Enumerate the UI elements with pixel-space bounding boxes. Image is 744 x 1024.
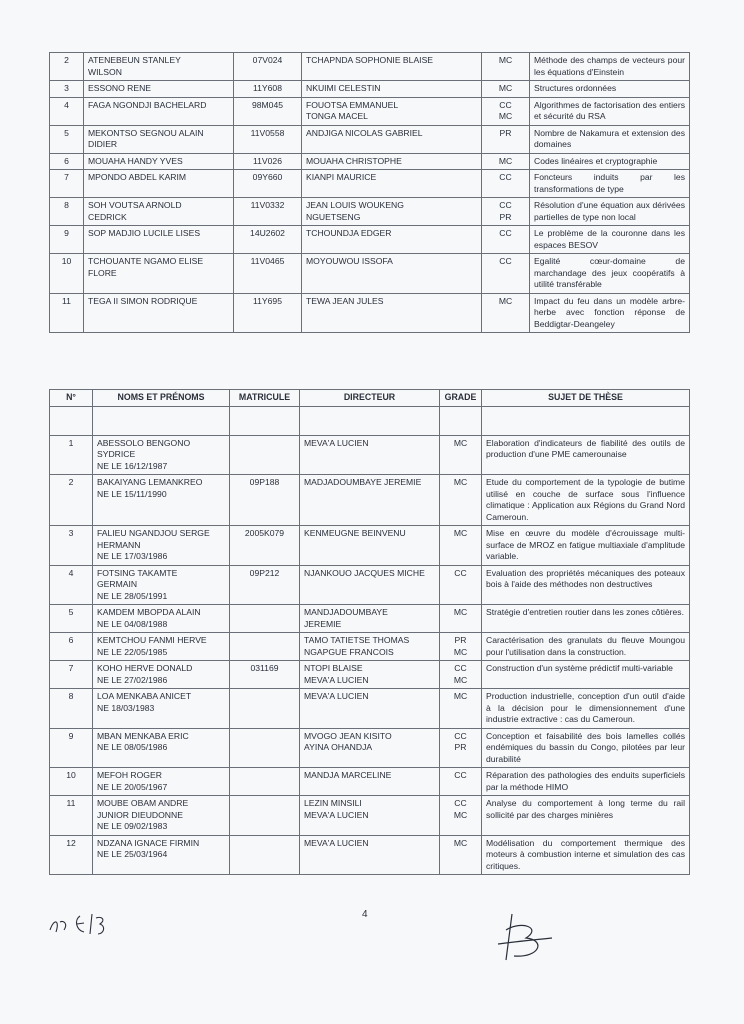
table-2-header-row <box>50 390 690 407</box>
cell-sujet: Construction d'un système prédictif multi-variable <box>482 661 690 689</box>
cell-matricule <box>230 605 300 633</box>
cell-n: 9 <box>50 226 84 254</box>
spacer-cell <box>300 406 440 435</box>
cell-sujet: Analyse du comportement à long terme du rail sollicité par des charges minières <box>482 796 690 836</box>
cell-matricule <box>230 768 300 796</box>
page-number: 4 <box>362 909 368 920</box>
cell-name: KAMDEM MBOPDA ALAIN NE LE 04/08/1988 <box>93 605 230 633</box>
cell-grade: MC <box>482 81 530 98</box>
cell-matricule: 09Y660 <box>234 170 302 198</box>
spacer-cell <box>50 406 93 435</box>
cell-matricule <box>230 633 300 661</box>
cell-matricule: 09P188 <box>230 475 300 526</box>
cell-directeur: NJANKOUO JACQUES MICHE <box>300 565 440 605</box>
cell-matricule: 2005K079 <box>230 526 300 566</box>
cell-grade: MC <box>440 689 482 729</box>
header-directeur: DIRECTEUR <box>300 390 440 407</box>
cell-directeur: TCHAPNDA SOPHONIE BLAISE <box>302 53 482 81</box>
cell-name: ATENEBEUN STANLEY WILSON <box>84 53 234 81</box>
cell-grade: CC <box>482 226 530 254</box>
cell-name: SOH VOUTSA ARNOLD CEDRICK <box>84 198 234 226</box>
cell-matricule: 11V0465 <box>234 254 302 294</box>
cell-sujet: Impact du feu dans un modèle arbre-herbe avec fonction réponse de Beddigtar-Deangeley <box>530 293 690 333</box>
cell-n: 4 <box>50 565 93 605</box>
cell-n: 2 <box>50 475 93 526</box>
cell-directeur: TEWA JEAN JULES <box>302 293 482 333</box>
cell-grade: CC <box>482 254 530 294</box>
spacer-cell <box>93 406 230 435</box>
cell-directeur: KIANPI MAURICE <box>302 170 482 198</box>
cell-name: LOA MENKABA ANICET NE 18/03/1983 <box>93 689 230 729</box>
handwritten-initials <box>46 908 136 938</box>
cell-name: KOHO HERVE DONALD NE LE 27/02/1986 <box>93 661 230 689</box>
cell-matricule <box>230 796 300 836</box>
cell-grade: CC PR <box>482 198 530 226</box>
cell-sujet: Foncteurs induits par les transformations de type <box>530 170 690 198</box>
table-row <box>50 526 690 566</box>
table-row <box>50 254 690 294</box>
cell-directeur: MOYOUWOU ISSOFA <box>302 254 482 294</box>
cell-n: 3 <box>50 526 93 566</box>
cell-name: MOUAHA HANDY YVES <box>84 153 234 170</box>
cell-grade: MC <box>482 53 530 81</box>
table-row <box>50 198 690 226</box>
cell-grade: CC MC <box>482 97 530 125</box>
cell-directeur: ANDJIGA NICOLAS GABRIEL <box>302 125 482 153</box>
cell-n: 9 <box>50 728 93 768</box>
cell-name: MBAN MENKABA ERIC NE LE 08/05/1986 <box>93 728 230 768</box>
header-matricule: MATRICULE <box>230 390 300 407</box>
cell-n: 6 <box>50 153 84 170</box>
cell-name: FOTSING TAKAMTE GERMAIN NE LE 28/05/1991 <box>93 565 230 605</box>
table-row <box>50 835 690 875</box>
cell-matricule: 11V026 <box>234 153 302 170</box>
cell-directeur: NKUIMI CELESTIN <box>302 81 482 98</box>
cell-matricule: 07V024 <box>234 53 302 81</box>
cell-grade: CC <box>482 170 530 198</box>
cell-sujet: Modélisation du comportement thermique des moteurs à combustion interne et simulation des cas critiques. <box>482 835 690 875</box>
cell-name: TEGA II SIMON RODRIQUE <box>84 293 234 333</box>
table-row <box>50 81 690 98</box>
cell-matricule: 98M045 <box>234 97 302 125</box>
cell-directeur: MANDJADOUMBAYE JEREMIE <box>300 605 440 633</box>
table-row <box>50 633 690 661</box>
cell-name: KEMTCHOU FANMI HERVE NE LE 22/05/1985 <box>93 633 230 661</box>
cell-matricule <box>230 835 300 875</box>
cell-matricule: 11Y695 <box>234 293 302 333</box>
cell-directeur: MEVA'A LUCIEN <box>300 689 440 729</box>
cell-name: SOP MADJIO LUCILE LISES <box>84 226 234 254</box>
cell-sujet: Résolution d'une équation aux dérivées partielles de type non local <box>530 198 690 226</box>
cell-sujet: Nombre de Nakamura et extension des domaines <box>530 125 690 153</box>
cell-sujet: Elaboration d'indicateurs de fiabilité des outils de production d'une PME camerounaise <box>482 435 690 475</box>
table-row <box>50 293 690 333</box>
cell-sujet: Production industrielle, conception d'un outil d'aide à la décision pour le dimensionnement d'une industrie extractive : cas du Cameroun. <box>482 689 690 729</box>
cell-sujet: Caractérisation des granulats du fleuve Moungou pour l'utilisation dans la construction. <box>482 633 690 661</box>
cell-grade: MC <box>482 153 530 170</box>
cell-grade: MC <box>440 835 482 875</box>
table-2 <box>49 389 690 875</box>
cell-grade: MC <box>440 605 482 633</box>
cell-sujet: Le problème de la couronne dans les espaces BESOV <box>530 226 690 254</box>
table-row <box>50 97 690 125</box>
cell-sujet: Réparation des pathologies des enduits superficiels par la méthode HIMO <box>482 768 690 796</box>
cell-grade: PR MC <box>440 633 482 661</box>
cell-matricule: 09P212 <box>230 565 300 605</box>
cell-n: 6 <box>50 633 93 661</box>
cell-directeur: MANDJA MARCELINE <box>300 768 440 796</box>
table-row <box>50 768 690 796</box>
table-row <box>50 605 690 633</box>
cell-grade: PR <box>482 125 530 153</box>
table-1 <box>49 52 690 333</box>
cell-sujet: Méthode des champs de vecteurs pour les équations d'Einstein <box>530 53 690 81</box>
cell-grade: CC MC <box>440 661 482 689</box>
cell-grade: CC <box>440 565 482 605</box>
cell-matricule: 11V0332 <box>234 198 302 226</box>
cell-name: ABESSOLO BENGONO SYDRICE NE LE 16/12/1987 <box>93 435 230 475</box>
cell-sujet: Conception et faisabilité des bois lamelles collés endémiques du bassin du Congo, pilotées par leur durabilité <box>482 728 690 768</box>
cell-n: 11 <box>50 796 93 836</box>
cell-sujet: Egalité cœur-domaine de marchandage des jeux coopératifs à utilité transférable <box>530 254 690 294</box>
spacer-cell <box>482 406 690 435</box>
cell-sujet: Evaluation des propriétés mécaniques des poteaux bois à l'aide des méthodes non destructives <box>482 565 690 605</box>
cell-matricule: 11Y608 <box>234 81 302 98</box>
cell-n: 1 <box>50 435 93 475</box>
table-2-body <box>50 435 690 875</box>
table-row <box>50 475 690 526</box>
cell-grade: MC <box>482 293 530 333</box>
cell-name: NDZANA IGNACE FIRMIN NE LE 25/03/1964 <box>93 835 230 875</box>
cell-directeur: LEZIN MINSILI MEVA'A LUCIEN <box>300 796 440 836</box>
cell-grade: CC PR <box>440 728 482 768</box>
cell-sujet: Structures ordonnées <box>530 81 690 98</box>
cell-directeur: MOUAHA CHRISTOPHE <box>302 153 482 170</box>
cell-matricule <box>230 689 300 729</box>
cell-directeur: MVOGO JEAN KISITO AYINA OHANDJA <box>300 728 440 768</box>
cell-n: 4 <box>50 97 84 125</box>
cell-directeur: TCHOUNDJA EDGER <box>302 226 482 254</box>
cell-name: ESSONO RENE <box>84 81 234 98</box>
cell-directeur: FOUOTSA EMMANUEL TONGA MACEL <box>302 97 482 125</box>
cell-directeur: KENMEUGNE BEINVENU <box>300 526 440 566</box>
cell-matricule: 11V0558 <box>234 125 302 153</box>
table-2-spacer-row <box>50 406 690 435</box>
cell-n: 2 <box>50 53 84 81</box>
cell-matricule <box>230 435 300 475</box>
spacer-cell <box>440 406 482 435</box>
table-row <box>50 689 690 729</box>
cell-sujet: Mise en œuvre du modèle d'écrouissage multi-surface de MROZ en fatigue multiaxiale d'amplitude variable. <box>482 526 690 566</box>
table-row <box>50 125 690 153</box>
table-row <box>50 661 690 689</box>
cell-directeur: JEAN LOUIS WOUKENG NGUETSENG <box>302 198 482 226</box>
cell-grade: CC MC <box>440 796 482 836</box>
spacer-cell <box>230 406 300 435</box>
cell-name: MEKONTSO SEGNOU ALAIN DIDIER <box>84 125 234 153</box>
cell-name: MOUBE OBAM ANDRE JUNIOR DIEUDONNE NE LE 09/02/1983 <box>93 796 230 836</box>
cell-n: 5 <box>50 125 84 153</box>
cell-directeur: MEVA'A LUCIEN <box>300 435 440 475</box>
header-name: NOMS ET PRÉNOMS <box>93 390 230 407</box>
cell-name: FAGA NGONDJI BACHELARD <box>84 97 234 125</box>
cell-grade: MC <box>440 435 482 475</box>
cell-grade: MC <box>440 475 482 526</box>
cell-n: 8 <box>50 198 84 226</box>
cell-directeur: NTOPI BLAISE MEVA'A LUCIEN <box>300 661 440 689</box>
cell-n: 10 <box>50 254 84 294</box>
cell-n: 8 <box>50 689 93 729</box>
cell-grade: MC <box>440 526 482 566</box>
cell-n: 7 <box>50 170 84 198</box>
cell-grade: CC <box>440 768 482 796</box>
table-row <box>50 565 690 605</box>
table-row <box>50 53 690 81</box>
table-row <box>50 728 690 768</box>
table-1-body <box>50 53 690 333</box>
cell-sujet: Etude du comportement de la typologie de butime utilisé en couche de surface sous l'influence climatique : Application aux Régions du Grand Nord Cameroun. <box>482 475 690 526</box>
header-sujet: SUJET DE THÈSE <box>482 390 690 407</box>
cell-sujet: Stratégie d'entretien routier dans les zones côtières. <box>482 605 690 633</box>
cell-n: 3 <box>50 81 84 98</box>
cell-sujet: Codes linéaires et cryptographie <box>530 153 690 170</box>
cell-matricule: 14U2602 <box>234 226 302 254</box>
header-grade: GRADE <box>440 390 482 407</box>
cell-n: 11 <box>50 293 84 333</box>
table-row <box>50 170 690 198</box>
cell-directeur: MADJADOUMBAYE JEREMIE <box>300 475 440 526</box>
table-row <box>50 796 690 836</box>
cell-n: 5 <box>50 605 93 633</box>
header-n: N° <box>50 390 93 407</box>
cell-matricule: 031169 <box>230 661 300 689</box>
cell-n: 10 <box>50 768 93 796</box>
signature <box>492 910 562 970</box>
table-row <box>50 226 690 254</box>
cell-n: 12 <box>50 835 93 875</box>
cell-name: MPONDO ABDEL KARIM <box>84 170 234 198</box>
cell-sujet: Algorithmes de factorisation des entiers et sécurité du RSA <box>530 97 690 125</box>
cell-name: BAKAIYANG LEMANKREO NE LE 15/11/1990 <box>93 475 230 526</box>
cell-n: 7 <box>50 661 93 689</box>
cell-directeur: MEVA'A LUCIEN <box>300 835 440 875</box>
cell-matricule <box>230 728 300 768</box>
cell-directeur: TAMO TATIETSE THOMAS NGAPGUE FRANCOIS <box>300 633 440 661</box>
cell-name: FALIEU NGANDJOU SERGE HERMANN NE LE 17/03/1986 <box>93 526 230 566</box>
cell-name: TCHOUANTE NGAMO ELISE FLORE <box>84 254 234 294</box>
cell-name: MEFOH ROGER NE LE 20/05/1967 <box>93 768 230 796</box>
table-row <box>50 153 690 170</box>
table-row <box>50 435 690 475</box>
